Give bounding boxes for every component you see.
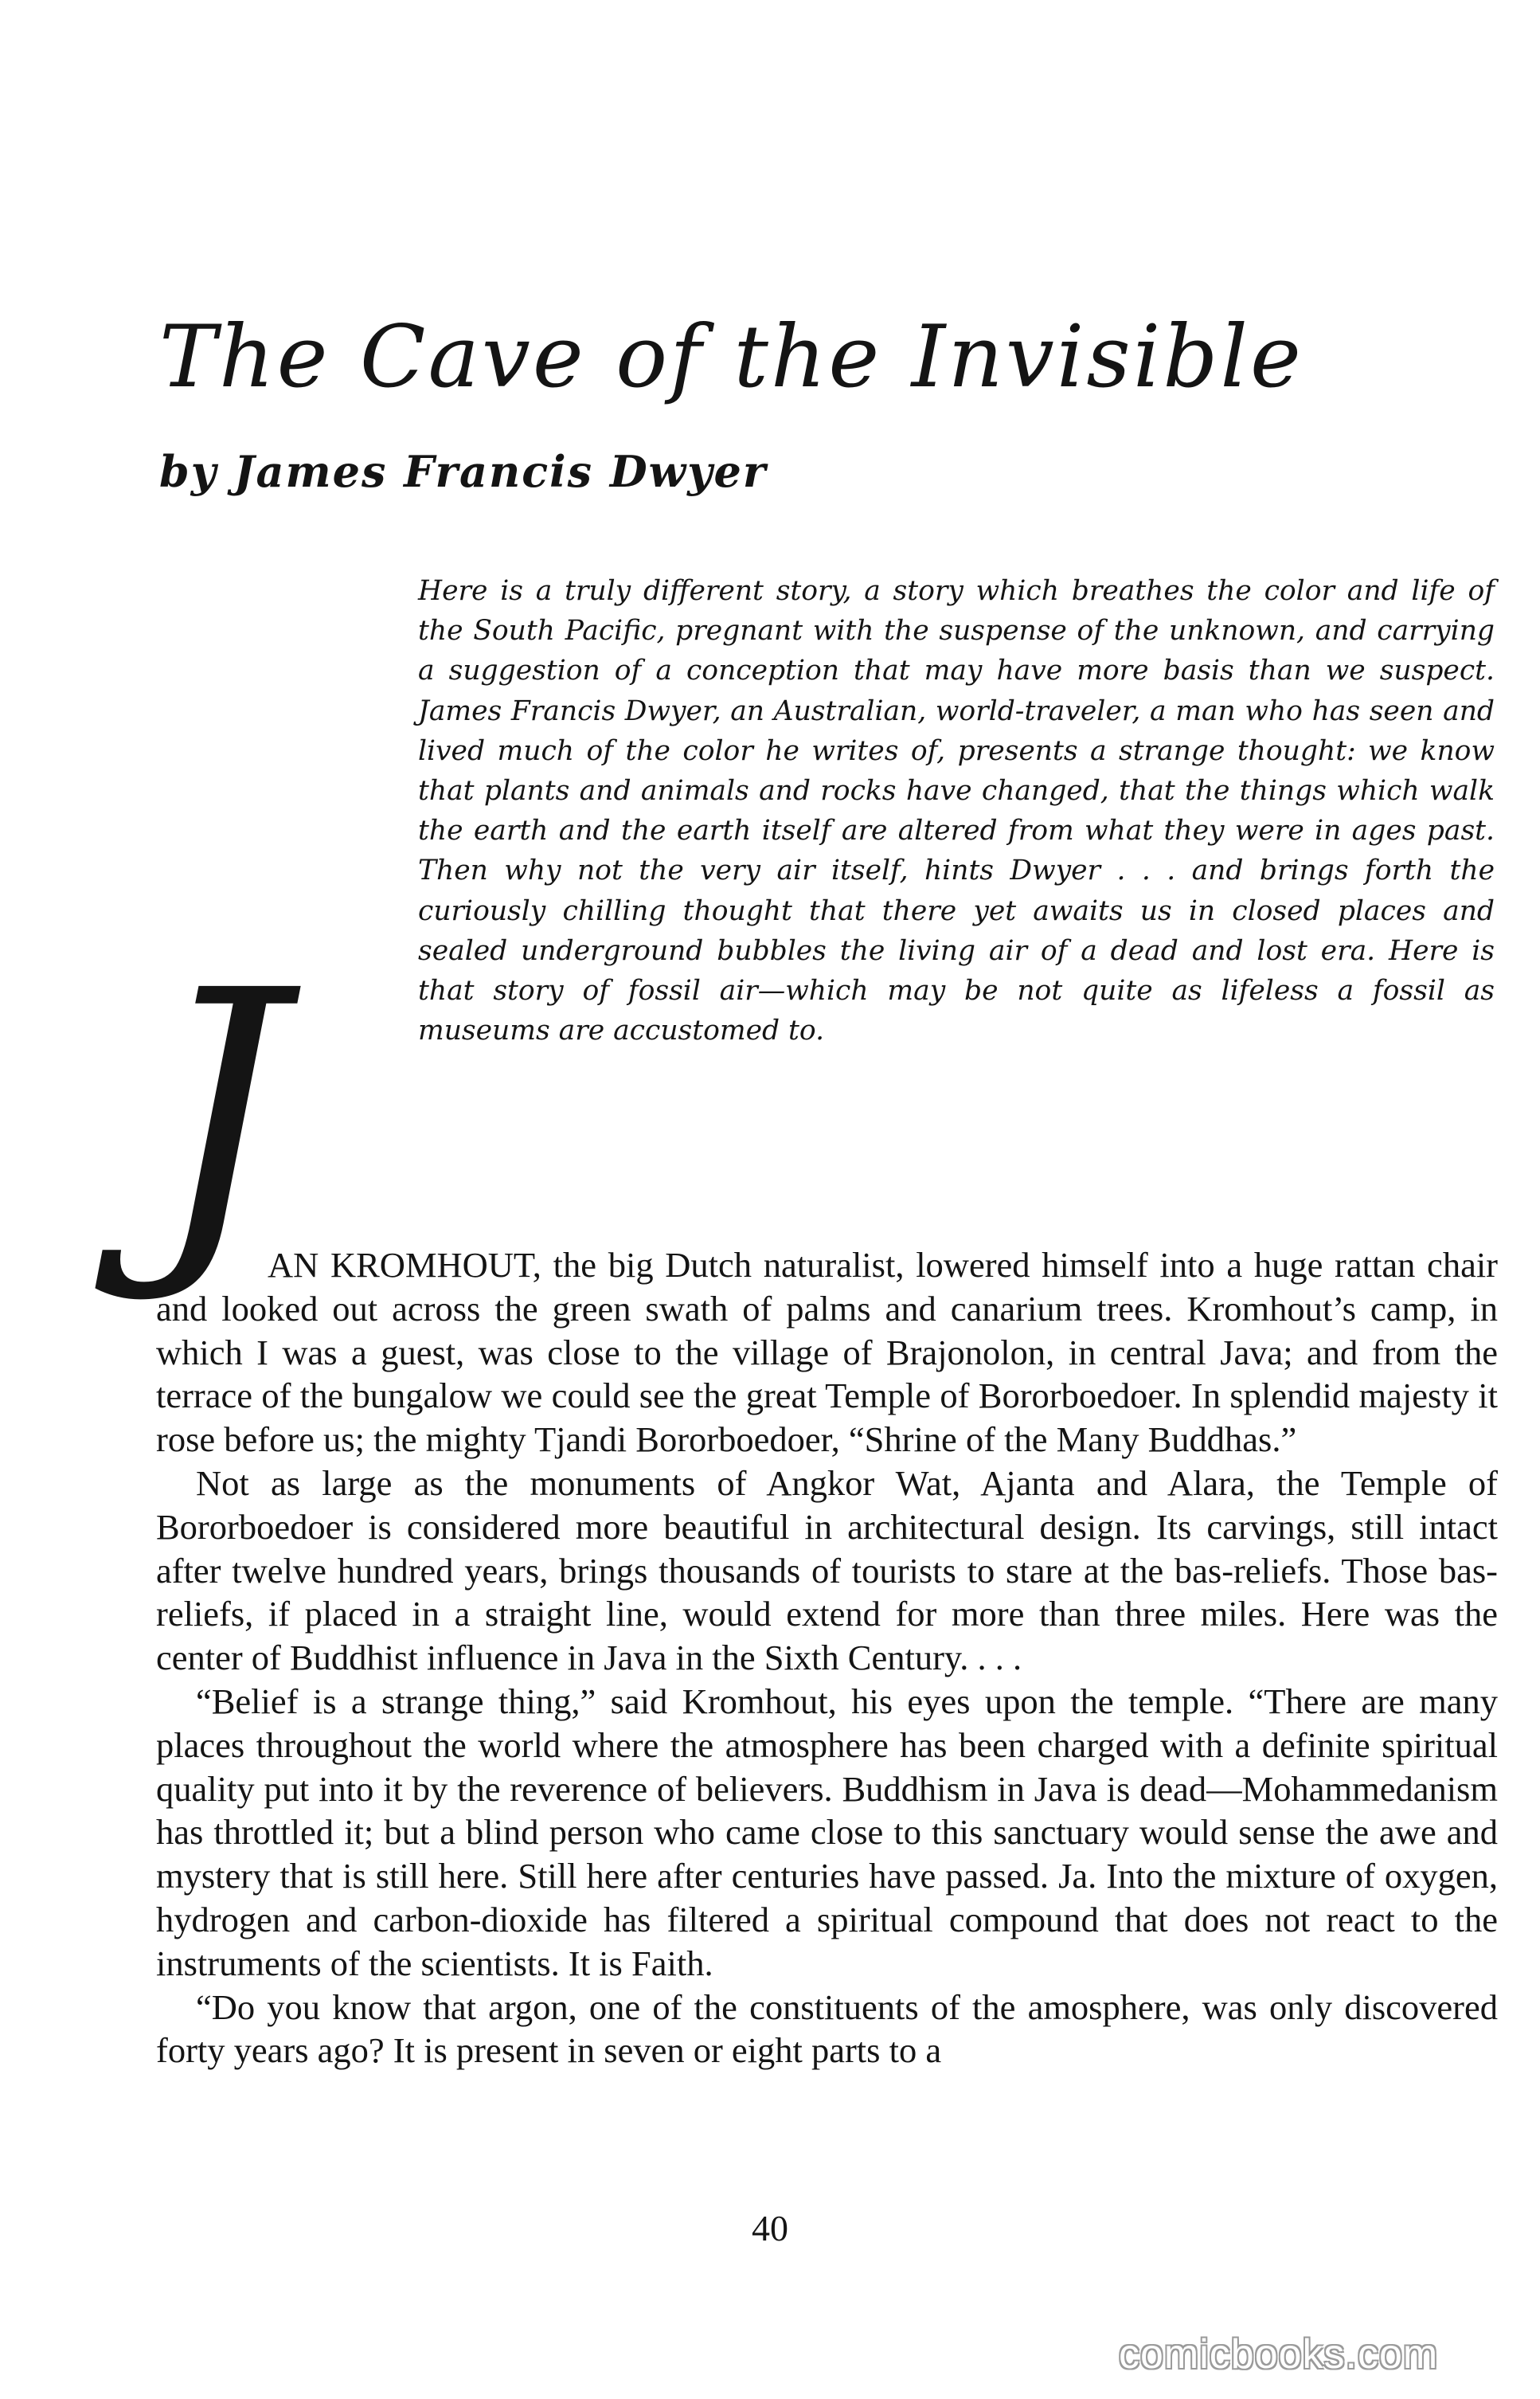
body-paragraph: AN KROMHOUT, the big Dutch naturalist, lowered himself into a huge rattan chair and looked out across the green swath of palms and canarium trees. Kromhout’s camp, in which I was a guest, was close to the village of Brajonolon, in central Java; and from the terrace of the bungalow we could see the great Temple of Bororboedoer. In splendid majesty it rose before us; the mighty Tjandi Bororboedoer, “Shrine of the Many Buddhas.” xyxy=(156,1245,1498,1460)
story-body xyxy=(156,1243,1498,2072)
body-paragraph: “Belief is a strange thing,” said Kromhout, his eyes upon the temple. “There are many places throughout the world where the atmosphere has been charged with a definite spiritual quality put into it by the reverence of believers. Buddhism in Java is dead—Mohammedanism has throttled it; but a blind person who came close to this sanctuary would sense the awe and mystery that is still here. Still here after centuries have passed. Ja. Into the mixture of oxygen, hydrogen and carbon-dioxide has filtered a spiritual compound that does not react to the instruments of the scientists. It is Faith. xyxy=(156,1681,1498,1983)
page-number: 40 xyxy=(752,2208,788,2248)
story-intro: Here is a truly different story, a story which breathes the color and life of the South Pacific, pregnant with the suspense of the unknown, and carrying a suggestion of a conception that may have more basis than we suspect. James Francis Dwyer, an Australian, world-traveler, a man who has seen and lived much of the color he writes of, presents a strange thought: we know that plants and animals and rocks have changed, that the things which walk the earth and the earth itself are altered from what they were in ages past. Then why not the very air itself, hints Dwyer . . . and brings forth the curiously chilling thought that there yet awaits us in closed places and sealed underground bubbles the living air of a dead and lost era. Here is that story of fossil air—which may be not quite as lifeless a fossil as museums are accustomed to. xyxy=(418,575,1495,1047)
story-title: The Cave of the Invisible xyxy=(159,307,1304,407)
watermark: comicbooks.com xyxy=(1119,2331,1439,2377)
story-byline: by James Francis Dwyer xyxy=(159,446,768,497)
body-paragraph: “Do you know that argon, one of the constituents of the amosphere, was only discovered forty years ago? It is present in seven or eight parts to a xyxy=(156,1986,1498,2071)
drop-cap: J xyxy=(151,920,286,1309)
body-paragraph: Not as large as the monuments of Angkor Wat, Ajanta and Alara, the Temple of Bororboedoer is considered more beautiful in architectural design. Its carvings, still intact after twelve hundred years, brings thousands of tourists to stare at the bas-reliefs. Those bas-reliefs, if placed in a straight line, would extend for more than three miles. Here was the center of Buddhist influence in Java in the Sixth Century. . . . xyxy=(156,1462,1498,1678)
